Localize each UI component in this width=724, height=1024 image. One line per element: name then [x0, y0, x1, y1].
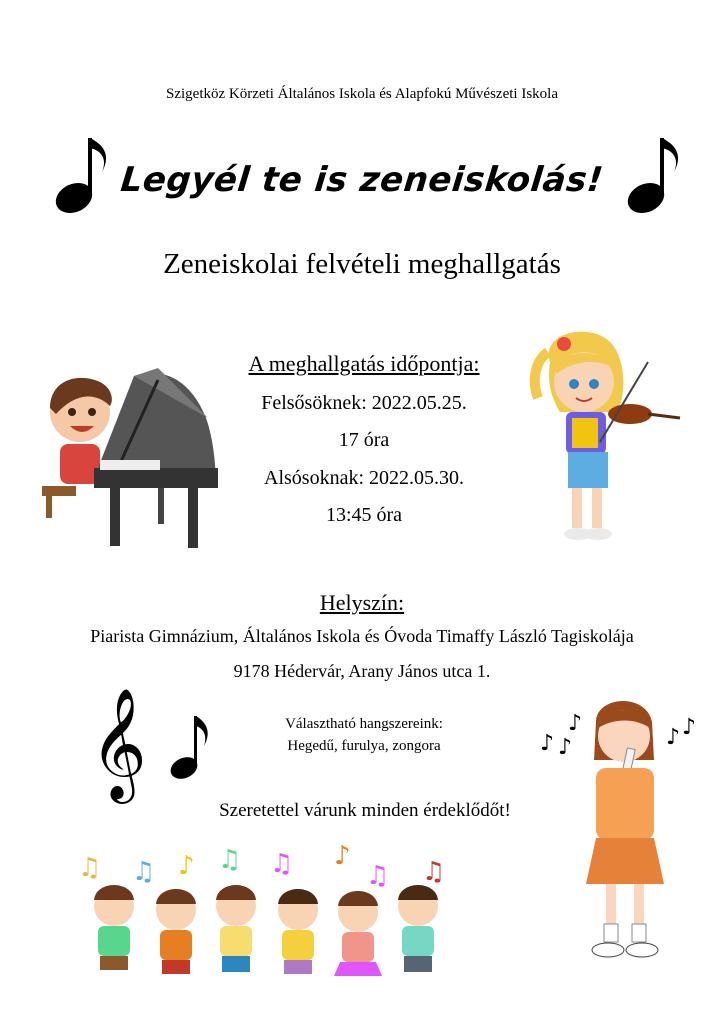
- svg-text:♪: ♪: [558, 735, 573, 760]
- svg-text:♪: ♪: [568, 711, 583, 736]
- location-line-2: 9178 Hédervár, Arany János utca 1.: [233, 661, 491, 681]
- svg-text:♫: ♫: [132, 857, 156, 887]
- instruments-heading: Választható hangszereink:: [285, 716, 443, 732]
- violin-girl-illustration: [530, 322, 690, 554]
- music-note-icon-small: [166, 712, 212, 784]
- audition-line-4: 13:45 óra: [325, 504, 403, 526]
- main-title: Legyél te is zeneiskolás!: [118, 160, 606, 200]
- svg-text:♫: ♫: [422, 857, 446, 887]
- svg-text:♫: ♫: [78, 853, 102, 883]
- music-note-icon-left: [52, 132, 112, 217]
- piano-boy-illustration: [38, 360, 228, 555]
- audition-line-1: Felsősöknek: 2022.05.25.: [261, 392, 467, 414]
- child-3: [216, 885, 256, 972]
- svg-text:♪: ♪: [334, 841, 351, 871]
- location-heading: Helyszín:: [319, 590, 405, 615]
- audition-heading: A meghallgatás időpontja:: [248, 351, 480, 376]
- subtitle: Zeneiskolai felvételi meghallgatás: [163, 248, 561, 280]
- audition-line-2: 17 óra: [338, 429, 390, 451]
- svg-text:♫: ♫: [218, 845, 242, 875]
- instruments-list: Hegedű, furulya, zongora: [287, 738, 441, 754]
- child-6: [398, 885, 438, 972]
- svg-text:♪: ♪: [178, 851, 195, 881]
- svg-text:♪: ♪: [540, 731, 555, 756]
- child-5: [334, 891, 382, 976]
- location-line-1: Piarista Gimnázium, Általános Iskola és Óvoda Timaffy László Tagiskolája: [90, 626, 634, 646]
- child-4: [278, 889, 318, 974]
- treble-clef-icon: 𝄞: [90, 687, 147, 799]
- closing-line: Szeretettel várunk minden érdeklődőt!: [219, 800, 511, 821]
- svg-text:♫: ♫: [270, 849, 294, 879]
- singing-children-illustration: [66, 840, 466, 990]
- svg-text:♪: ♪: [682, 715, 697, 740]
- audition-block: [214, 351, 514, 377]
- child-1: [94, 885, 134, 970]
- svg-text:♪: ♪: [666, 725, 681, 750]
- flute-girl-illustration: [540, 688, 710, 978]
- svg-text:♫: ♫: [366, 861, 390, 891]
- child-2: [156, 889, 196, 974]
- audition-line-3: Alsósoknak: 2022.05.30.: [264, 467, 464, 489]
- school-name: Szigetköz Körzeti Általános Iskola és Alapfokú Művészeti Iskola: [166, 86, 558, 102]
- music-note-icon-right: [624, 132, 684, 217]
